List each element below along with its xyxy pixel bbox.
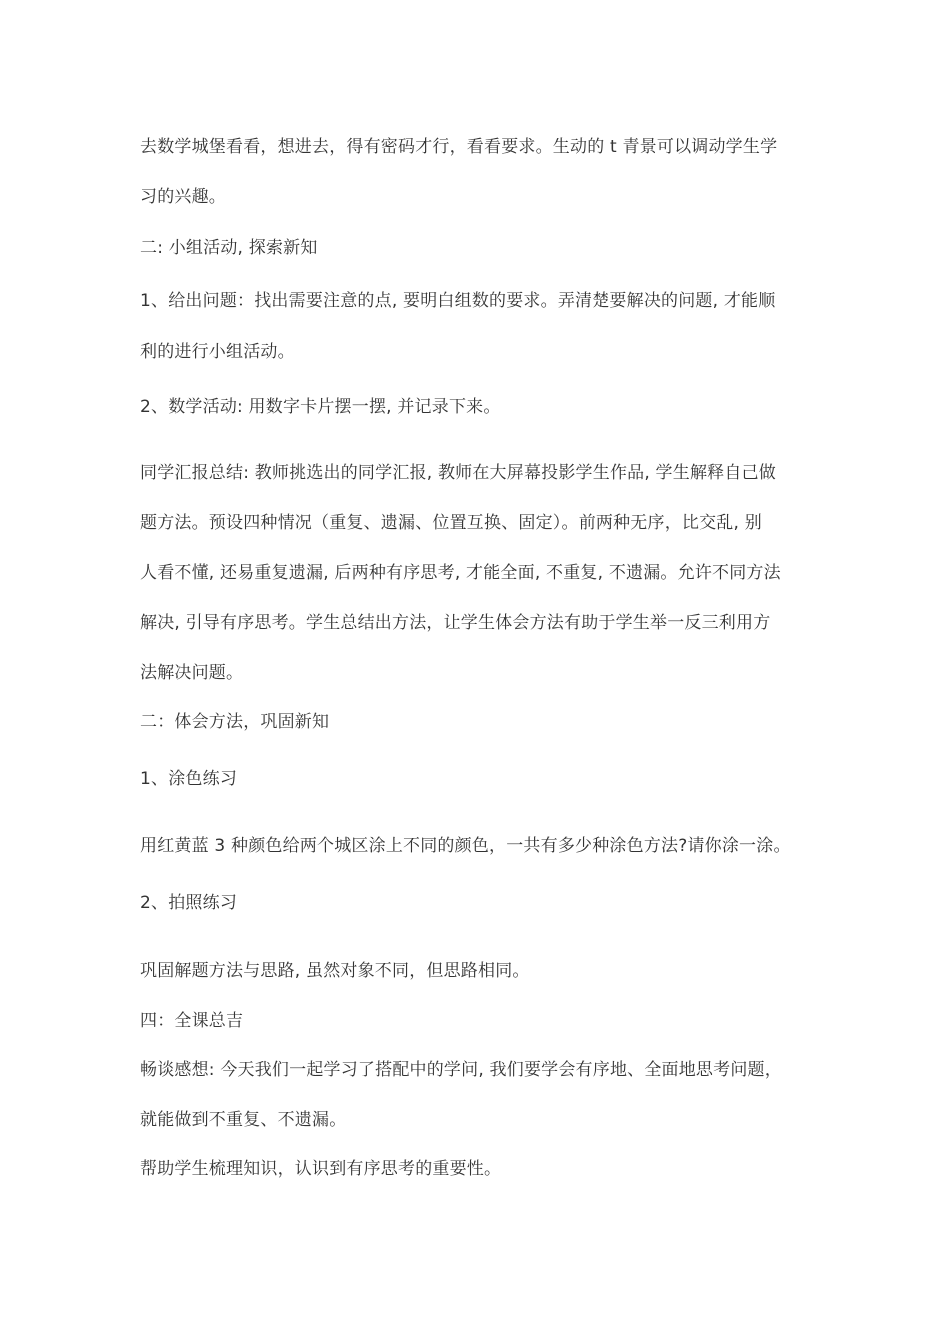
section-heading: 二: 小组活动, 探索新知 [140, 238, 318, 258]
text-line: 题方法。预设四种情况（重复、遗漏、位置互换、固定）。前两种无序，比交乱, 别 [140, 513, 762, 533]
text-line: 法解决问题。 [140, 663, 244, 683]
text-line: 2、数学活动: 用数字卡片摆一摆, 并记录下来。 [140, 397, 501, 417]
text-line: 人看不懂, 还易重复遗漏, 后两种有序思考, 才能全面, 不重复, 不遗漏。允许不同方法 [140, 563, 781, 583]
text-line: 同学汇报总结: 教师挑选出的同学汇报, 教师在大屏幕投影学生作品, 学生解释自己做 [140, 463, 776, 483]
text-line: 帮助学生梳理知识，认识到有序思考的重要性。 [140, 1159, 502, 1179]
text-line: 巩固解题方法与思路, 虽然对象不同，但思路相同。 [140, 961, 530, 981]
text-line: 就能做到不重复、不遗漏。 [140, 1110, 347, 1130]
text-line: 去数学城堡看看，想进去，得有密码才行，看看要求。生动的 t 青景可以调动学生学 [140, 137, 778, 157]
text-line: 1、给出问题：找出需要注意的点, 要明白组数的要求。弄清楚要解决的问题, 才能顺 [140, 291, 776, 311]
text-line: 利的进行小组活动。 [140, 342, 295, 362]
section-heading: 四：全课总吉 [140, 1011, 244, 1031]
text-line: 习的兴趣。 [140, 187, 226, 207]
section-heading: 二：体会方法，巩固新知 [140, 712, 330, 732]
text-line: 解决, 引导有序思考。学生总结出方法，让学生体会方法有助于学生举一反三利用方 [140, 613, 771, 633]
text-line: 1、涂色练习 [140, 769, 238, 789]
text-line: 2、拍照练习 [140, 893, 238, 913]
text-line: 畅谈感想: 今天我们一起学习了搭配中的学问, 我们要学会有序地、全面地思考问题， [140, 1060, 782, 1080]
text-line: 用红黄蓝 3 种颜色给两个城区涂上不同的颜色，一共有多少种涂色方法?请你涂一涂。 [140, 836, 791, 856]
